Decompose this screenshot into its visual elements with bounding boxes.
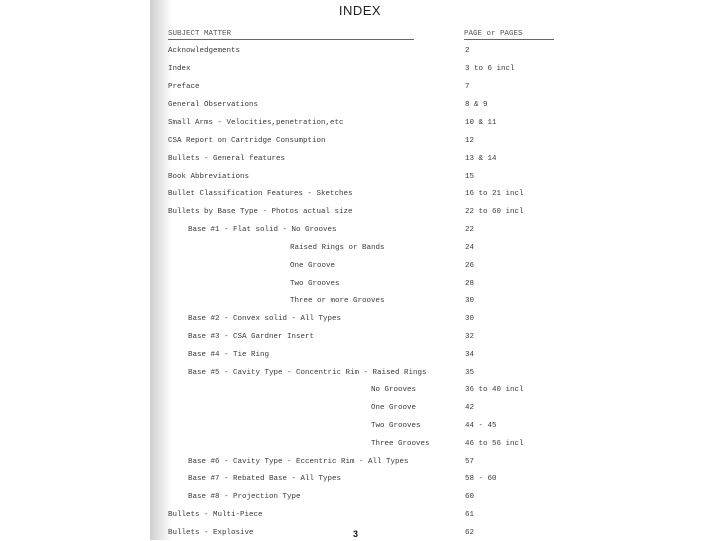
entry-pages: 15 (465, 173, 475, 181)
index-entry (0, 65, 720, 77)
entry-subject: Base #8 - Projection Type (188, 493, 301, 501)
index-entry (0, 173, 720, 185)
entry-subject: Bullets - General features (168, 155, 286, 163)
entry-pages: 10 & 11 (465, 119, 497, 127)
entry-subject: Base #1 - Flat solid - No Grooves (188, 226, 337, 234)
index-entry (0, 101, 720, 113)
index-entry (0, 280, 720, 292)
index-entry (0, 351, 720, 363)
index-entry (0, 244, 720, 256)
entry-pages: 30 (465, 315, 475, 323)
entry-pages: 61 (465, 511, 475, 519)
index-entry (0, 493, 720, 505)
index-entry (0, 386, 720, 398)
entry-pages: 35 (465, 369, 475, 377)
entry-subject: Raised Rings or Bands (290, 244, 385, 252)
entry-pages: 26 (465, 262, 475, 270)
entry-subject: Base #7 - Rebated Base - All Types (188, 475, 342, 483)
index-entry (0, 190, 720, 202)
index-entry (0, 529, 720, 541)
entry-subject: Two Grooves (371, 422, 421, 430)
entry-subject: Base #3 - CSA Gardner Insert (188, 333, 315, 341)
index-entry (0, 440, 720, 452)
entry-subject: General Observations (168, 101, 259, 109)
entry-subject: Base #6 - Cavity Type - Eccentric Rim - All Types (188, 458, 409, 466)
index-entry (0, 458, 720, 470)
entry-subject: Book Abbreviations (168, 173, 250, 181)
entry-pages: 2 (465, 47, 470, 55)
entry-subject: Bullets by Base Type - Photos actual size (168, 208, 353, 216)
index-entry (0, 137, 720, 149)
entry-subject: Base #5 - Cavity Type - Concentric Rim - Raised Rings (188, 369, 427, 377)
entry-subject: One Groove (371, 404, 417, 412)
entry-pages: 24 (465, 244, 475, 252)
entry-subject: Base #2 - Convex solid - All Types (188, 315, 342, 323)
entry-subject: One Groove (290, 262, 336, 270)
page-number: 3 (353, 529, 359, 539)
entry-pages: 22 to 60 incl (465, 208, 524, 216)
index-entry (0, 475, 720, 487)
entry-subject: Two Grooves (290, 280, 340, 288)
entry-pages: 13 & 14 (465, 155, 497, 163)
index-entry (0, 297, 720, 309)
entry-subject: Index (168, 65, 191, 73)
subject-header: SUBJECT MATTER (168, 30, 414, 40)
entry-subject: Three or more Grooves (290, 297, 385, 305)
index-entry (0, 83, 720, 95)
entry-subject: Bullets - Explosive (168, 529, 254, 537)
index-entry (0, 47, 720, 59)
entry-subject: Three Grooves (371, 440, 430, 448)
entry-pages: 32 (465, 333, 475, 341)
entry-pages: 36 to 40 incl (465, 386, 524, 394)
index-entry (0, 422, 720, 434)
page-title: INDEX (338, 3, 382, 18)
entry-pages: 22 (465, 226, 475, 234)
entry-pages: 57 (465, 458, 475, 466)
entry-pages: 7 (465, 83, 470, 91)
entry-pages: 46 to 56 incl (465, 440, 524, 448)
entry-pages: 3 to 6 incl (465, 65, 515, 73)
entry-pages: 12 (465, 137, 475, 145)
index-entry (0, 333, 720, 345)
entry-pages: 30 (465, 297, 475, 305)
entry-pages: 34 (465, 351, 475, 359)
entry-subject: Acknowledgements (168, 47, 241, 55)
entry-subject: Bullets - Multi-Piece (168, 511, 263, 519)
index-entry (0, 226, 720, 238)
entry-pages: 28 (465, 280, 475, 288)
entry-subject: Small Arms - Velocities,penetration,etc (168, 119, 344, 127)
entry-pages: 16 to 21 incl (465, 190, 524, 198)
entry-pages: 42 (465, 404, 475, 412)
entry-pages: 44 - 45 (465, 422, 497, 430)
entry-subject: Base #4 - Tie Ring (188, 351, 270, 359)
entry-pages: 8 & 9 (465, 101, 488, 109)
pages-header: PAGE or PAGES (464, 30, 554, 40)
entry-pages: 60 (465, 493, 475, 501)
index-entry (0, 511, 720, 523)
entry-pages: 62 (465, 529, 475, 537)
index-entry (0, 208, 720, 220)
index-entry (0, 119, 720, 131)
entry-subject: No Grooves (371, 386, 417, 394)
index-entry (0, 315, 720, 327)
index-entry (0, 404, 720, 416)
entry-subject: Bullet Classification Features - Sketches (168, 190, 353, 198)
index-entry (0, 155, 720, 167)
entry-subject: CSA Report on Cartridge Consumption (168, 137, 326, 145)
entry-subject: Preface (168, 83, 200, 91)
index-entry (0, 369, 720, 381)
entry-pages: 58 - 60 (465, 475, 497, 483)
index-entry (0, 262, 720, 274)
